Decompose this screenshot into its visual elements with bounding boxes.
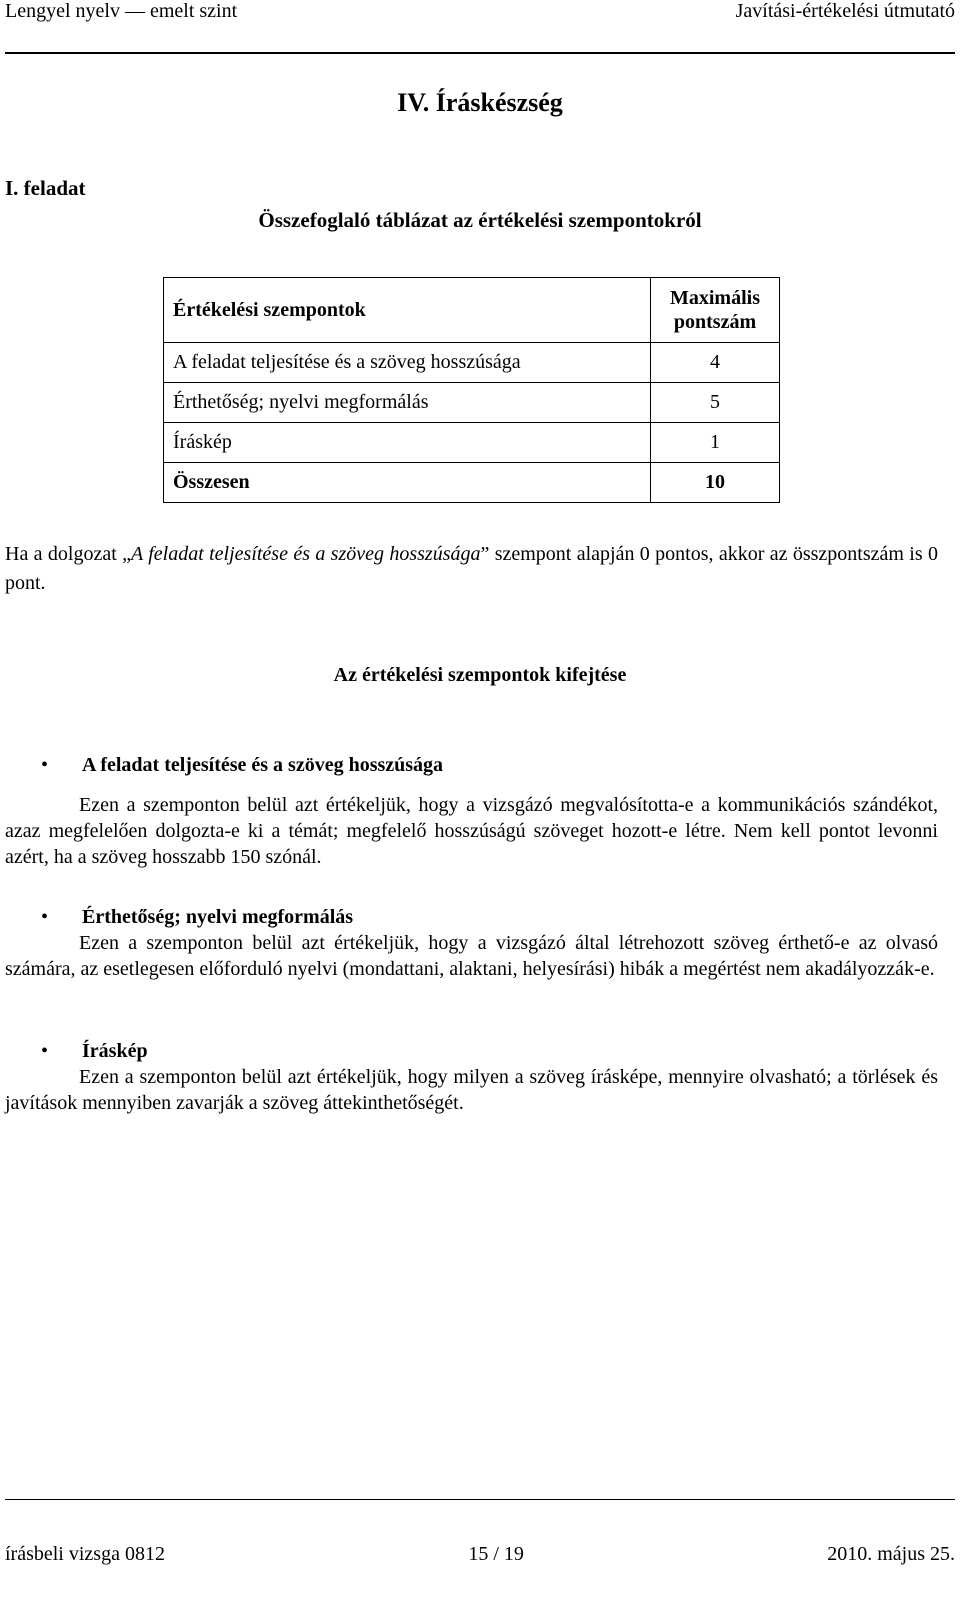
total-label: Összesen [164,463,651,503]
row-label: Érthetőség; nyelvi megformálás [164,383,651,423]
note-after: ” szempont alapján 0 pontos, akkor az összpontszám is 0 pont. [5,543,938,594]
total-points: 10 [651,463,780,503]
scores-table [163,277,780,503]
table-row [164,423,780,463]
header-rule [5,52,955,54]
criterion-comprehensibility [5,904,938,982]
footer-left: írásbeli vizsga 0812 [5,1543,165,1565]
criterion-body: Ezen a szemponton belül azt értékeljük, hogy a vizsgázó által létrehozott szöveg érthető-e az olvasó számára, az esetlegesen előforduló nyelvi (mondattani, alaktani, helyesírási) hibák a megértést nem akadályozzák-e. [5,932,938,980]
summary-title: Összefoglaló táblázat az értékelési szempontokról [258,208,702,232]
table-header-max-points [651,278,780,343]
task-title: I. feladat [5,176,86,200]
row-label: A feladat teljesítése és a szöveg hosszúsága [164,343,651,383]
page-header [5,0,955,24]
note-italic: A feladat teljesítése és a szöveg hosszúsága [131,543,481,565]
criterion-handwriting [5,1038,938,1116]
table-row [164,343,780,383]
footer-rule [5,1499,955,1500]
bullet-icon: • [41,1040,49,1062]
criterion-title: A feladat teljesítése és a szöveg hosszúsága [82,754,444,776]
bullet-icon: • [41,906,49,928]
table-row [164,383,780,423]
row-points: 1 [651,423,780,463]
table-header-criteria: Értékelési szempontok [164,278,651,343]
table-header-row [164,278,780,343]
footer-page-number: 15 / 19 [468,1543,524,1565]
criterion-title: Íráskép [82,1040,148,1062]
note-before: Ha a dolgozat „ [5,543,131,565]
section-title: IV. Íráskészség [397,88,563,117]
table-header-max-points-line1: Maximális [670,287,760,309]
row-points: 4 [651,343,780,383]
page-footer [5,1543,955,1566]
table-header-max-points-line2: pontszám [673,311,757,333]
header-right: Javítási-értékelési útmutató [735,0,955,22]
zero-point-note [5,540,938,598]
row-points: 5 [651,383,780,423]
explanation-title: Az értékelési szempontok kifejtése [333,664,627,686]
criterion-body: Ezen a szemponton belül azt értékeljük, hogy milyen a szöveg írásképe, mennyire olvasható; a törlések és javítások mennyiben zavarják a szöveg áttekinthetőségét. [5,1066,938,1114]
row-label: Íráskép [164,423,651,463]
criterion-task-completion [5,752,938,870]
criterion-title: Érthetőség; nyelvi megformálás [82,906,354,928]
table-total-row [164,463,780,503]
criterion-body: Ezen a szemponton belül azt értékeljük, hogy a vizsgázó megvalósította-e a kommunikációs szándékot, azaz megfelelően dolgozta-e ki a témát; megfelelő hosszúságú szöveget hozott-e létre. Nem kell pontot levonni azért, ha a szöveg hosszabb 150 szónál. [5,794,938,868]
footer-date: 2010. május 25. [827,1543,955,1565]
bullet-icon: • [41,754,49,776]
header-left: Lengyel nyelv — emelt szint [5,0,238,22]
